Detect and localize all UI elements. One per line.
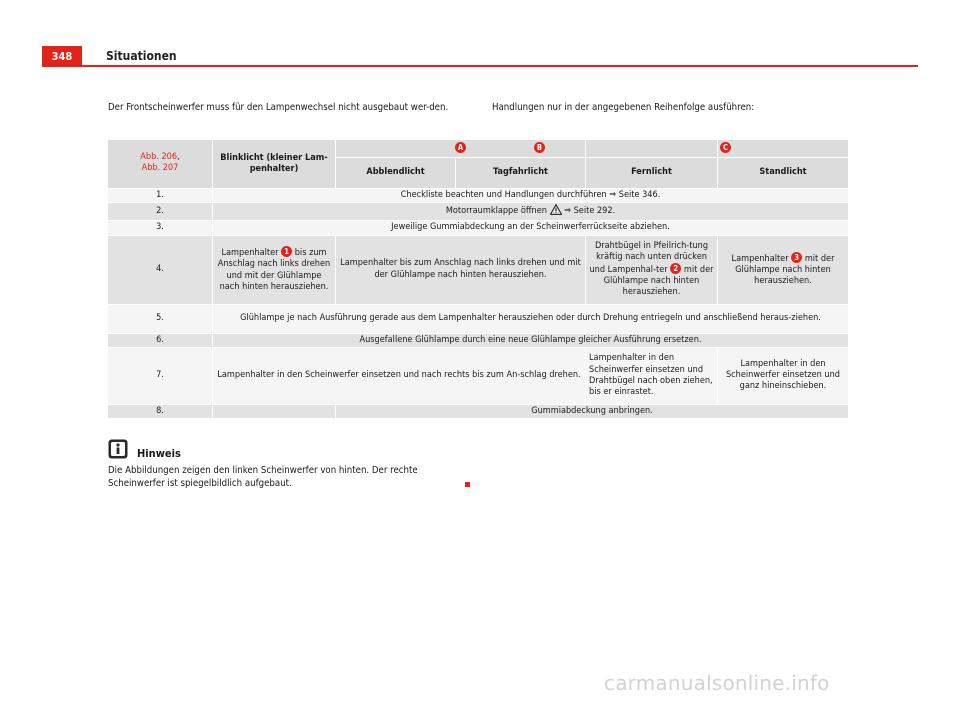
table-row: [108, 305, 848, 333]
callout-b: B: [534, 142, 545, 153]
callout-c: C: [720, 142, 731, 153]
table-row: [108, 203, 848, 220]
callout-3: 3: [791, 252, 802, 263]
chapter-title: Situationen: [106, 49, 177, 63]
step-text-empty: [212, 405, 335, 418]
warning-triangle-icon: [550, 204, 562, 219]
table-row: [108, 334, 848, 347]
intro-text-left: Der Frontscheinwerfer muss für den Lampenwechsel nicht ausgebaut wer-den.: [108, 102, 449, 113]
note-title: Hinweis: [137, 447, 181, 460]
callout-a: A: [455, 142, 466, 153]
step-number: 6.: [108, 334, 212, 347]
step-text-standlicht: Lampenhalter 3 mit der Glühlampe nach hinten herausziehen.: [717, 236, 848, 304]
step-text-blinklicht: Lampenhalter 1 bis zum Anschlag nach links drehen und mit der Glühlampe nach hinten herausziehen.: [212, 236, 335, 304]
info-note-icon: [108, 439, 128, 459]
callout-1: 1: [281, 246, 292, 257]
step-text-abblend-tagfahr: Lampenhalter bis zum Anschlag nach links drehen und mit der Glühlampe nach hinten herausziehen.: [335, 236, 585, 304]
table-row: [108, 221, 848, 234]
table-row: [108, 348, 848, 404]
step-text: Ausgefallene Glühlampe durch eine neue Glühlampe gleicher Ausführung ersetzen.: [212, 334, 848, 347]
step-text-standlicht: Lampenhalter in den Scheinwerfer einsetzen und ganz hineinschieben.: [717, 348, 848, 404]
header-rule: [42, 65, 918, 67]
bulb-replacement-table: [108, 139, 848, 419]
step-text: Jeweilige Gummiabdeckung an der Scheinwerferrückseite abziehen.: [212, 221, 848, 234]
watermark: carmanualsonline.info: [604, 671, 830, 695]
end-of-section-mark: [465, 482, 470, 487]
figure-ref-first: Abb. 206: [140, 152, 178, 162]
column-header-tagfahrlicht: Tagfahrlicht: [455, 158, 585, 188]
step-number: 7.: [108, 348, 212, 404]
note-text: Die Abbildungen zeigen den linken Scheinwerfer von hinten. Der rechte Scheinwerfer ist spiegelbildlich aufgebaut.: [108, 465, 418, 489]
column-header-standlicht: Standlicht: [717, 158, 848, 188]
header-letter-c: [717, 140, 848, 157]
step-number: 5.: [108, 305, 212, 333]
step-text-fernlicht: Lampenhalter in den Scheinwerfer einsetzen und Drahtbügel nach oben ziehen, bis er einrastet.: [585, 348, 717, 404]
step-text: Checkliste beachten und Handlungen durchführen ⇒ Seite 346.: [212, 189, 848, 202]
step-number: 1.: [108, 189, 212, 202]
column-header-fernlicht: Fernlicht: [585, 158, 717, 188]
callout-2: 2: [670, 263, 681, 274]
step-text-fernlicht: Drahtbügel in Pfeilrich-tung kräftig nach unten drücken und Lampenhal-ter 2 mit der Glühlampe nach hinten herausziehen.: [585, 236, 717, 304]
figure-reference: Abb. 206, Abb. 207: [108, 140, 212, 188]
table-row: [108, 189, 848, 202]
step-text: Glühlampe je nach Ausführung gerade aus dem Lampenhalter herausziehen oder durch Drehung entriegeln und anschließend heraus-ziehen.: [212, 305, 848, 333]
step-number: 2.: [108, 203, 212, 220]
column-header-abblendlicht: Abblendlicht: [335, 158, 455, 188]
step-text-blinklicht-abblend-tagfahr: Lampenhalter in den Scheinwerfer einsetzen und nach rechts bis zum An-schlag drehen.: [212, 348, 585, 404]
step-number: 4.: [108, 236, 212, 304]
table-row: [108, 405, 848, 418]
page-number: 348: [42, 46, 82, 66]
step-text: Motorraumklappe öffnen ⇒ Seite 292.: [212, 203, 848, 220]
header-letter-a: [335, 140, 585, 157]
table-row: [108, 236, 848, 304]
intro-text-right: Handlungen nur in der angegebenen Reihenfolge ausführen:: [492, 102, 755, 113]
header-letter-b: [536, 140, 717, 157]
column-header-blinklicht: Blinklicht (kleiner Lam-penhalter): [212, 140, 335, 188]
step-text: Gummiabdeckung anbringen.: [335, 405, 848, 418]
step-number: 8.: [108, 405, 212, 418]
figure-ref-second: Abb. 207: [141, 163, 179, 174]
table-header-letters: [108, 140, 848, 157]
step-number: 3.: [108, 221, 212, 234]
